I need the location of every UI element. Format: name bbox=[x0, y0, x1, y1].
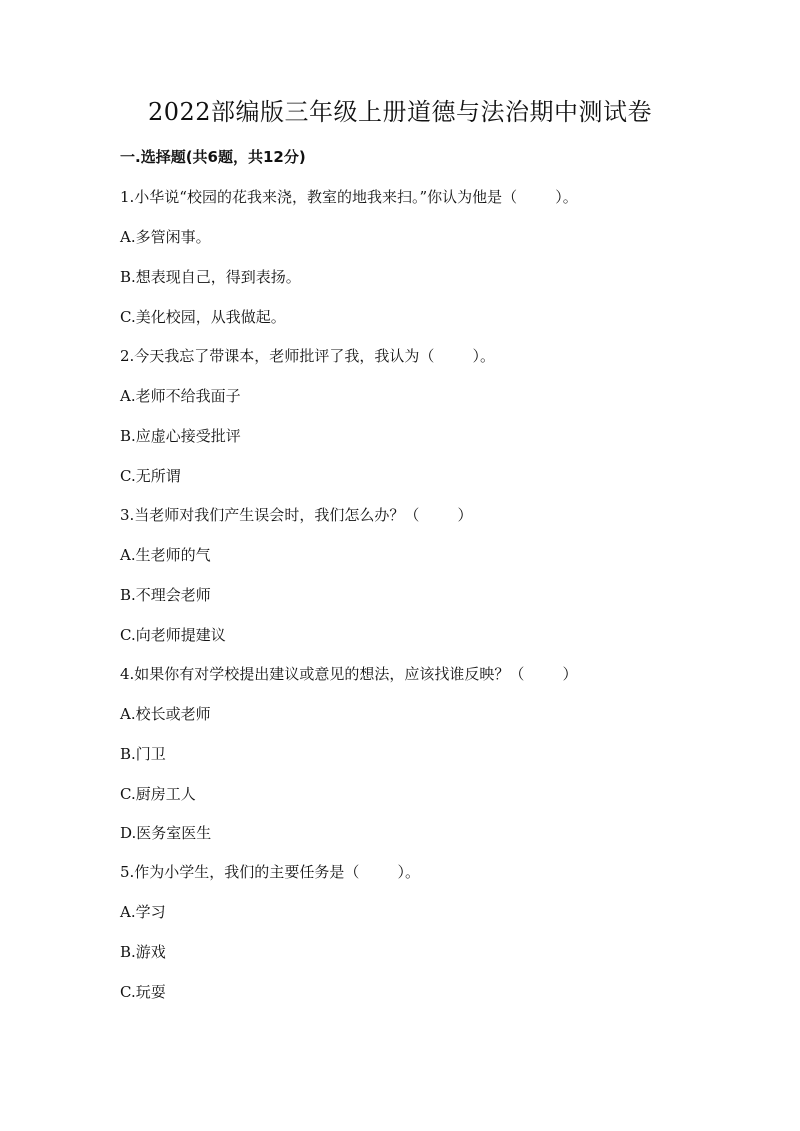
question-1-option-b: B.想表现自己，得到表扬。 bbox=[120, 268, 301, 286]
question-4-option-c: C.厨房工人 bbox=[120, 785, 196, 803]
question-4-option-d: D.医务室医生 bbox=[120, 824, 212, 842]
question-5-text: 5.作为小学生，我们的主要任务是（ ）。 bbox=[120, 863, 420, 881]
question-5-option-c: C.玩耍 bbox=[120, 983, 166, 1001]
question-5-option-a: A.学习 bbox=[120, 903, 166, 921]
question-2-option-a: A.老师不给我面子 bbox=[120, 387, 241, 405]
question-3-option-a: A.生老师的气 bbox=[120, 546, 211, 564]
question-1-option-a: A.多管闲事。 bbox=[120, 228, 211, 246]
question-3-option-c: C.向老师提建议 bbox=[120, 626, 226, 644]
question-2-option-b: B.应虚心接受批评 bbox=[120, 427, 241, 445]
exam-title: 2022部编版三年级上册道德与法治期中测试卷 bbox=[147, 98, 653, 126]
question-2-text: 2.今天我忘了带课本，老师批评了我，我认为（ ）。 bbox=[120, 347, 495, 365]
question-3-option-b: B.不理会老师 bbox=[120, 586, 211, 604]
question-4-option-b: B.门卫 bbox=[120, 745, 166, 763]
question-2-option-c: C.无所谓 bbox=[120, 467, 181, 485]
question-1-option-c: C.美化校园，从我做起。 bbox=[120, 308, 286, 326]
question-4-text: 4.如果你有对学校提出建议或意见的想法，应该找谁反映？（ ） bbox=[120, 665, 578, 683]
question-3-text: 3.当老师对我们产生误会时，我们怎么办？（ ） bbox=[120, 506, 473, 524]
question-4-option-a: A.校长或老师 bbox=[120, 705, 211, 723]
question-5-option-b: B.游戏 bbox=[120, 943, 166, 961]
section-heading: 一.选择题(共6题，共12分) bbox=[120, 148, 306, 166]
question-1-text: 1.小华说“校园的花我来浇，教室的地我来扫。”你认为他是（ ）。 bbox=[120, 188, 578, 206]
